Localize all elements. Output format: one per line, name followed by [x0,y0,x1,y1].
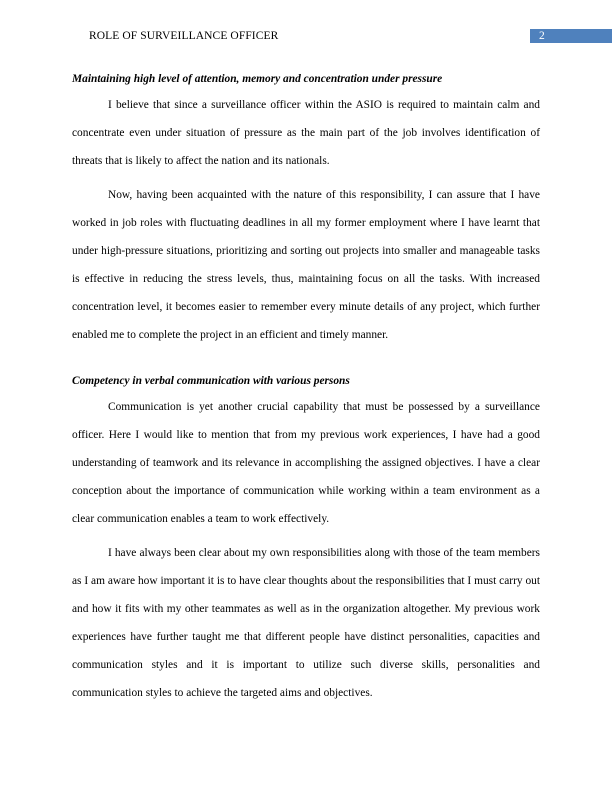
body-paragraph: Now, having been acquainted with the nature of this responsibility, I can assure that I have worked in job roles with fluctuating deadlines in all my former employment where I have learnt that under high-pressure situations, prioritizing and sorting out projects into smaller and manageable tasks is effective in reducing the stress levels, thus, maintaining focus on all the tasks. With increased concentration level, it becomes easier to remember every minute details of any project, which further enabled me to complete the project in an efficient and timely manner. [72,189,540,341]
page-number-badge: 2 [530,29,612,43]
section-attention-memory [72,71,540,349]
running-head: ROLE OF SURVEILLANCE OFFICER [89,30,279,42]
document-body [72,71,540,707]
body-paragraph: I believe that since a surveillance officer within the ASIO is required to maintain calm and concentrate even under situation of pressure as the main part of the job involves identification of threats that is likely to affect the nation and its nationals. [72,99,540,167]
section-verbal-communication [72,373,540,707]
section-heading: Maintaining high level of attention, memory and concentration under pressure [72,73,443,85]
body-paragraph: Communication is yet another crucial capability that must be possessed by a surveillance officer. Here I would like to mention that from my previous work experiences, I have had a good understanding of teamwork and its relevance in accomplishing the assigned objectives. I have a clear conception about the importance of communication while working within a team environment as a clear communication enables a team to work effectively. [72,401,540,525]
body-paragraph: I have always been clear about my own responsibilities along with those of the team members as I am aware how important it is to have clear thoughts about the responsibilities that I must carry out and how it fits with my other teammates as well as in the organization altogether. My previous work experiences have further taught me that different people have distinct personalities, capacities and communication styles and it is important to utilize such diverse skills, personalities and communication styles to achieve the targeted aims and objectives. [72,547,540,699]
section-heading: Competency in verbal communication with various persons [72,375,350,387]
